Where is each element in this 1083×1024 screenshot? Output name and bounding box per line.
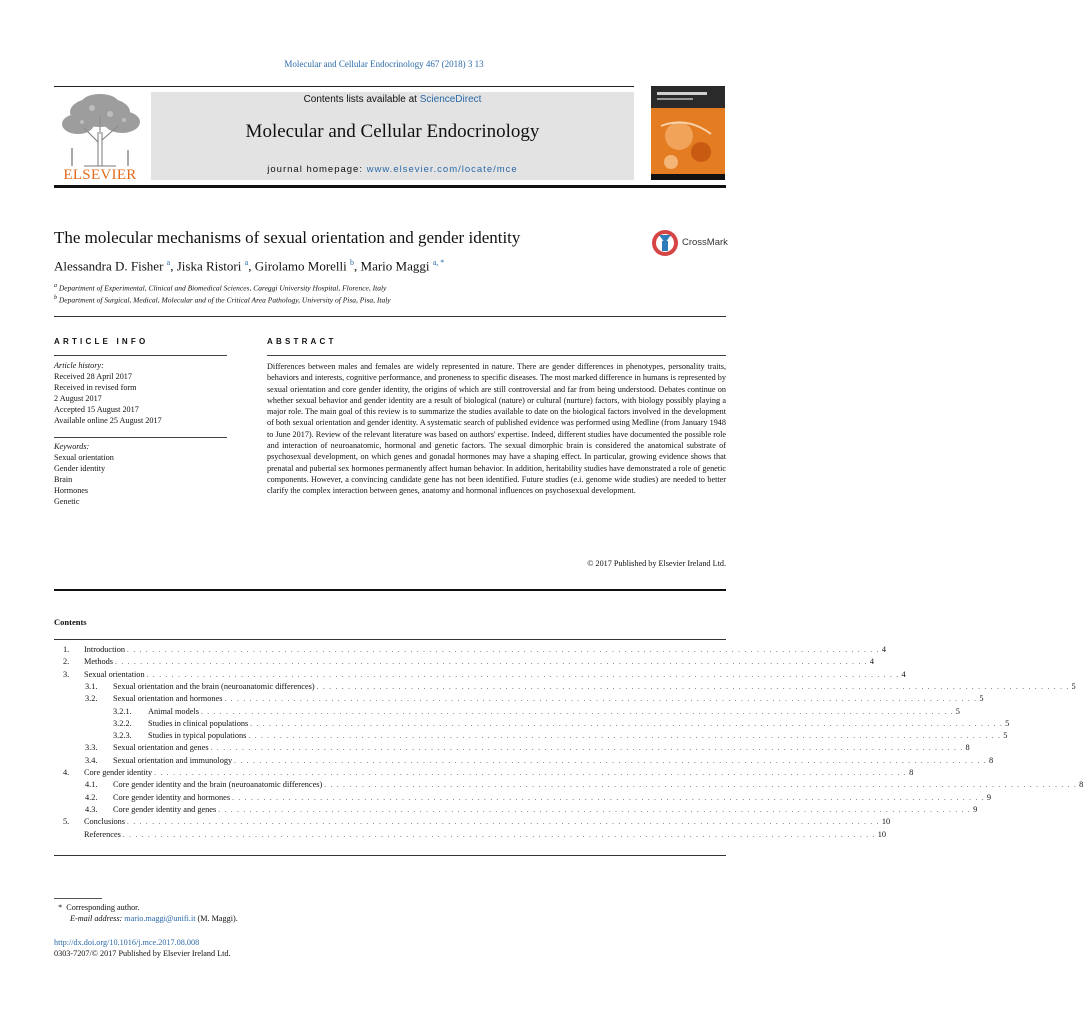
toc-entry-page[interactable]: 8: [1079, 780, 1083, 790]
toc-leader-dots: . . . . . . . . . . . . . . . . . . . . . . . . . . . . . . . . . . . . . . . . . . . . . . . . . . . . . . . . . . . . . . . . . . . . . . . . . . . . . . . . . . . . . . . . . . . . . . . . . . . . . . . . . . . . . . . . . . . . . . . .: [154, 769, 908, 777]
affiliation-text: Department of Surgical, Medical, Molecular and of the Critical Area Pathology, University of Pisa, Pisa, Italy: [58, 295, 391, 305]
keywords-label: Keywords:: [54, 442, 90, 451]
contents-bottom-divider: [54, 855, 726, 856]
history-entry: Received in revised form: [54, 383, 137, 392]
toc-entry-title[interactable]: Introduction: [84, 645, 126, 654]
keyword: Brain: [54, 475, 73, 484]
toc-entry-title[interactable]: Core gender identity and genes: [113, 804, 217, 814]
affiliation-a: [54, 283, 386, 293]
toc-entry-page[interactable]: 8: [965, 743, 970, 753]
journal-title: Molecular and Cellular Endocrinology: [245, 121, 540, 142]
toc-leader-dots: . . . . . . . . . . . . . . . . . . . . . . . . . . . . . . . . . . . . . . . . . . . . . . . . . . . . . . . . . . . . . . . . . . . . . . . . . . . . . . . . . . . . . . . . . . . . . . . . . . . . . . . . . . . . . . . . . . . . . . . .: [200, 707, 954, 716]
toc-entry[interactable]: [85, 755, 994, 767]
toc-entry-number: 3.2.1.: [113, 706, 132, 716]
crossmark-label: CrossMark: [682, 237, 728, 248]
article-info-divider: [54, 355, 227, 356]
toc-entry[interactable]: [85, 681, 1076, 693]
abstract-heading: ABSTRACT: [267, 337, 337, 346]
toc-entry-title[interactable]: Sexual orientation and the brain (neuroanatomic differences): [113, 681, 315, 691]
running-head[interactable]: Molecular and Cellular Endocrinology 467 (2018) 3 13: [284, 59, 484, 69]
toc-entry-page[interactable]: 4: [881, 645, 887, 654]
toc-entry[interactable]: [113, 718, 1010, 730]
elsevier-logo[interactable]: [54, 92, 146, 182]
history-entry: 2 August 2017: [54, 394, 102, 403]
article-info-heading: ARTICLE INFO: [54, 337, 149, 346]
toc-leader-dots: . . . . . . . . . . . . . . . . . . . . . . . . . . . . . . . . . . . . . . . . . . . . . . . . . . . . . . . . . . . . . . . . . . . . . . . . . . . . . . . . . . . . . . . . . . . . . . . . . . . . . . . . . . . . . . . . . . . . . . . .: [218, 805, 972, 814]
toc-entry-page[interactable]: 9: [973, 804, 978, 814]
toc-entry-number: 4.2.: [85, 792, 98, 802]
toc-entry[interactable]: [113, 730, 1008, 742]
journal-cover-art-icon: [651, 86, 725, 180]
toc-entry-number: 3.1.: [85, 681, 98, 691]
toc-entry-page[interactable]: 9: [986, 792, 992, 802]
author-affiliation-marker[interactable]: b: [350, 258, 355, 267]
crossmark-badge[interactable]: [651, 229, 731, 259]
toc-entry-page[interactable]: 4: [901, 669, 906, 679]
toc-entry[interactable]: [85, 742, 970, 754]
author-name[interactable]: Jiska Ristori: [176, 258, 242, 274]
affiliation-marker: a: [54, 283, 57, 289]
toc-entry-page[interactable]: 4: [869, 657, 875, 667]
history-entry: Accepted 15 August 2017: [54, 405, 139, 414]
abstract-body: Differences between males and females are widely represented in nature. There are gender differences in phenotypes, personality traits, behaviors and interests, cognitive performance, and proneness to specific diseases. The most marked difference in humans is represented by sexual orientation and core gender identity, the origins of which are still controversial and far from being understood. Debates continue on whether sexual behavior and gender identity are a result of biological (nature) or cultural (nurture) factors, with biology possibly playing a major role. The main goal of this review is to summarize the studies available to date on the biological factors involved in the development of both sexual orientation and gender identity. A systematic search of published evidence was performed using Medline (from January 1948 to June 2017). Review of the relevant literature was based on authors' expertise. Indeed, different studies have documented the possible role and interaction of neuroanatomic, hormonal and genetic factors. The sexual dimorphic brain is considered the anatomical substrate of psychosexual development, on which genes and gonadal hormones may have a shaping effect. In particular, growing evidence shows that prenatal and pubertal sex hormones permanently affect human behavior. In addition, heritability studies have demonstrated a role of genetic components. However, a convincing candidate gene has not been identified. Future studies (e.i. genome wide studies) are needed to better clarify the complex interaction between genes, anatomy and hormonal influences on psychosexual development.: [267, 362, 726, 496]
homepage-prefix: journal homepage:: [267, 164, 367, 175]
toc-entry[interactable]: [63, 816, 891, 828]
article-title: The molecular mechanisms of sexual orientation and gender identity: [54, 228, 521, 247]
toc-entry[interactable]: [63, 669, 906, 681]
keyword: Hormones: [54, 486, 89, 495]
elsevier-tree-icon: [54, 92, 146, 168]
author-list: Alessandra D. Fisher $^a$, Jiska Ristori $^a$, Girolamo Morelli $^b$, Mario Maggi $^{a, *}$: [54, 258, 445, 274]
toc-entry-page[interactable]: 8: [909, 768, 914, 777]
issn-copyright-line: 0303-7207/© 2017 Published by Elsevier Ireland Ltd.: [54, 949, 231, 958]
author-name[interactable]: Mario Maggi: [360, 258, 430, 274]
doi-link[interactable]: http://dx.doi.org/10.1016/j.mce.2017.08.008: [54, 938, 200, 947]
header-thick-divider: [54, 185, 726, 188]
toc-entry[interactable]: [85, 804, 978, 816]
toc-entry-number: 3.: [63, 669, 70, 679]
keyword: Sexual orientation: [54, 453, 114, 462]
keyword: Genetic: [54, 497, 80, 506]
contents-available-line: [151, 94, 634, 105]
keywords-divider: [54, 437, 227, 438]
history-entry: Available online 25 August 2017: [54, 416, 162, 425]
author-affiliation-marker[interactable]: a: [166, 258, 171, 267]
sciencedirect-link[interactable]: ScienceDirect: [419, 94, 482, 105]
toc-leader-dots: . . . . . . . . . . . . . . . . . . . . . . . . . . . . . . . . . . . . . . . . . . . . . . . . . . . . . . . . . . . . . . . . . . . . . . . . . . . . . . . . . . . . . . . . . . . . . . . . . . . . . . . . . . . . . . . . . . . . . . . .: [250, 719, 1004, 728]
author-name[interactable]: Alessandra D. Fisher: [54, 258, 164, 274]
toc-leader-dots: . . . . . . . . . . . . . . . . . . . . . . . . . . . . . . . . . . . . . . . . . . . . . . . . . . . . . . . . . . . . . . . . . . . . . . . . . . . . . . . . . . . . . . . . . . . . . . . . . . . . . . . . . . . . . . . . . . . . . . . .: [127, 646, 880, 654]
toc-entry-title[interactable]: References: [84, 829, 121, 839]
toc-entry-number: 4.: [63, 768, 70, 777]
toc-leader-dots: . . . . . . . . . . . . . . . . . . . . . . . . . . . . . . . . . . . . . . . . . . . . . . . . . . . . . . . . . . . . . . . . . . . . . . . . . . . . . . . . . . . . . . . . . . . . . . . . . . . . . . . . . . . . . . . . . . . . . . . .: [146, 670, 900, 679]
toc-entry-title[interactable]: Sexual orientation and immunology: [113, 755, 233, 765]
toc-entry-title[interactable]: Conclusions: [84, 817, 126, 827]
toc-entry[interactable]: [85, 693, 984, 705]
journal-header-box: [151, 92, 634, 180]
toc-entry-number: 3.4.: [85, 755, 98, 765]
toc-entry[interactable]: [63, 656, 875, 668]
toc-entry-page[interactable]: 5: [1071, 681, 1076, 691]
toc-entry[interactable]: [63, 767, 914, 779]
email-suffix: (M. Maggi).: [195, 914, 238, 923]
affiliation-b: [54, 295, 391, 305]
toc-leader-dots: . . . . . . . . . . . . . . . . . . . . . . . . . . . . . . . . . . . . . . . . . . . . . . . . . . . . . . . . . . . . . . . . . . . . . . . . . . . . . . . . . . . . . . . . . . . . . . . . . . . . . . . . . . . . . . . . . . . . . . . .: [316, 682, 1070, 691]
toc-entry-page[interactable]: 5: [955, 706, 960, 716]
toc-entry-number: 2.: [63, 657, 70, 667]
toc-entry[interactable]: [85, 792, 992, 804]
affiliation-text: Department of Experimental, Clinical and Biomedical Sciences, Careggi University Hospital, Florence, Italy: [58, 283, 387, 293]
journal-homepage-link[interactable]: www.elsevier.com/locate/mce: [366, 164, 518, 175]
toc-entry-number: 3.3.: [85, 743, 98, 753]
toc-entry[interactable]: [113, 706, 960, 718]
toc-leader-dots: . . . . . . . . . . . . . . . . . . . . . . . . . . . . . . . . . . . . . . . . . . . . . . . . . . . . . . . . . . . . . . . . . . . . . . . . . . . . . . . . . . . . . . . . . . . . . . . . . . . . . . . . . . . . . . . . . . . . . . . .: [324, 781, 1078, 790]
toc-entry-title[interactable]: Studies in typical populations: [148, 731, 247, 741]
toc-entry-title[interactable]: Animal models: [148, 706, 199, 716]
keyword: Gender identity: [54, 464, 106, 473]
footnote-marker: *: [58, 903, 63, 912]
toc-entry-page[interactable]: 5: [1003, 731, 1008, 741]
corresponding-author-text: Corresponding author.: [66, 903, 140, 912]
toc-entry-title[interactable]: Methods: [84, 657, 114, 667]
toc-leader-dots: . . . . . . . . . . . . . . . . . . . . . . . . . . . . . . . . . . . . . . . . . . . . . . . . . . . . . . . . . . . . . . . . . . . . . . . . . . . . . . . . . . . . . . . . . . . . . . . . . . . . . . . . . . . . . . . . . . . . . . . .: [224, 695, 978, 704]
toc-entry[interactable]: [85, 779, 1083, 791]
email-label: E-mail address:: [70, 914, 123, 923]
toc-entry-page[interactable]: 10: [877, 829, 887, 839]
abstract-end-divider: [54, 589, 726, 591]
toc-entry-title[interactable]: Core gender identity and the brain (neuroanatomic differences): [113, 780, 323, 790]
elsevier-wordmark: ELSEVIER: [63, 167, 137, 183]
author-email-link[interactable]: mario.maggi@unifi.it: [124, 914, 196, 923]
toc-entry-title[interactable]: Core gender identity and hormones: [113, 792, 231, 802]
toc-entry-page[interactable]: 5: [1005, 718, 1010, 728]
toc-leader-dots: . . . . . . . . . . . . . . . . . . . . . . . . . . . . . . . . . . . . . . . . . . . . . . . . . . . . . . . . . . . . . . . . . . . . . . . . . . . . . . . . . . . . . . . . . . . . . . . . . . . . . . . . . . . . . . . . . . . . . . . .: [115, 658, 868, 667]
article-history-label: Article history:: [54, 361, 104, 370]
toc-entry-number: 4.1.: [85, 780, 98, 790]
toc-leader-dots: . . . . . . . . . . . . . . . . . . . . . . . . . . . . . . . . . . . . . . . . . . . . . . . . . . . . . . . . . . . . . . . . . . . . . . . . . . . . . . . . . . . . . . . . . . . . . . . . . . . . . . . . . . . . . . . . . . . . . . . .: [122, 830, 876, 839]
corresponding-author-note: [54, 902, 140, 913]
toc-leader-dots: . . . . . . . . . . . . . . . . . . . . . . . . . . . . . . . . . . . . . . . . . . . . . . . . . . . . . . . . . . . . . . . . . . . . . . . . . . . . . . . . . . . . . . . . . . . . . . . . . . . . . . . . . . . . . . . . . . . . . . . .: [234, 756, 987, 765]
author-name[interactable]: Girolamo Morelli: [254, 258, 347, 274]
toc-leader-dots: . . . . . . . . . . . . . . . . . . . . . . . . . . . . . . . . . . . . . . . . . . . . . . . . . . . . . . . . . . . . . . . . . . . . . . . . . . . . . . . . . . . . . . . . . . . . . . . . . . . . . . . . . . . . . . . . . . . . . . . .: [248, 732, 1002, 741]
author-affiliation-marker[interactable]: a, *: [432, 258, 445, 267]
toc-entry[interactable]: [63, 644, 887, 656]
toc-entry-number: 4.3.: [85, 804, 98, 814]
toc-entry-number: 5.: [63, 817, 70, 827]
toc-entry-title[interactable]: Sexual orientation and hormones: [113, 694, 223, 704]
toc-leader-dots: . . . . . . . . . . . . . . . . . . . . . . . . . . . . . . . . . . . . . . . . . . . . . . . . . . . . . . . . . . . . . . . . . . . . . . . . . . . . . . . . . . . . . . . . . . . . . . . . . . . . . . . . . . . . . . . . . . . . . . . .: [127, 818, 880, 827]
toc-leader-dots: . . . . . . . . . . . . . . . . . . . . . . . . . . . . . . . . . . . . . . . . . . . . . . . . . . . . . . . . . . . . . . . . . . . . . . . . . . . . . . . . . . . . . . . . . . . . . . . . . . . . . . . . . . . . . . . . . . . . . . . .: [232, 793, 985, 802]
toc-entry-page[interactable]: 10: [881, 817, 891, 827]
footnote-divider: [54, 898, 102, 899]
email-note: [70, 913, 238, 924]
toc-entry-title[interactable]: Sexual orientation: [84, 669, 145, 679]
abstract-copyright: © 2017 Published by Elsevier Ireland Ltd.: [587, 559, 726, 568]
header-divider: [54, 86, 634, 87]
contents-heading: Contents: [54, 617, 87, 627]
section-divider: [54, 316, 726, 317]
toc-leader-dots: . . . . . . . . . . . . . . . . . . . . . . . . . . . . . . . . . . . . . . . . . . . . . . . . . . . . . . . . . . . . . . . . . . . . . . . . . . . . . . . . . . . . . . . . . . . . . . . . . . . . . . . . . . . . . . . . . . . . . . . .: [210, 744, 964, 753]
contents-top-divider: [54, 639, 726, 640]
author-affiliation-marker[interactable]: a: [244, 258, 249, 267]
affiliation-marker: b: [54, 295, 57, 301]
toc-entry-number: 1.: [63, 645, 70, 654]
journal-cover-image[interactable]: [651, 86, 725, 180]
history-entry: Received 28 April 2017: [54, 372, 132, 381]
contents-available-prefix: Contents lists available at: [303, 94, 420, 105]
abstract-divider: [267, 355, 726, 356]
toc-entry-title[interactable]: Sexual orientation and genes: [113, 743, 209, 753]
toc-entry-number: 3.2.: [85, 694, 98, 704]
toc-entry-number: 3.2.2.: [113, 718, 132, 728]
toc-entry-number: 3.2.3.: [113, 731, 132, 741]
toc-entry-title[interactable]: Core gender identity: [84, 768, 153, 777]
toc-entry-page[interactable]: 8: [989, 755, 994, 765]
journal-homepage-line: [151, 164, 634, 175]
toc-entry-title[interactable]: Studies in clinical populations: [148, 718, 249, 728]
toc-entry-page[interactable]: 5: [979, 694, 984, 704]
toc-entry[interactable]: [63, 829, 887, 841]
